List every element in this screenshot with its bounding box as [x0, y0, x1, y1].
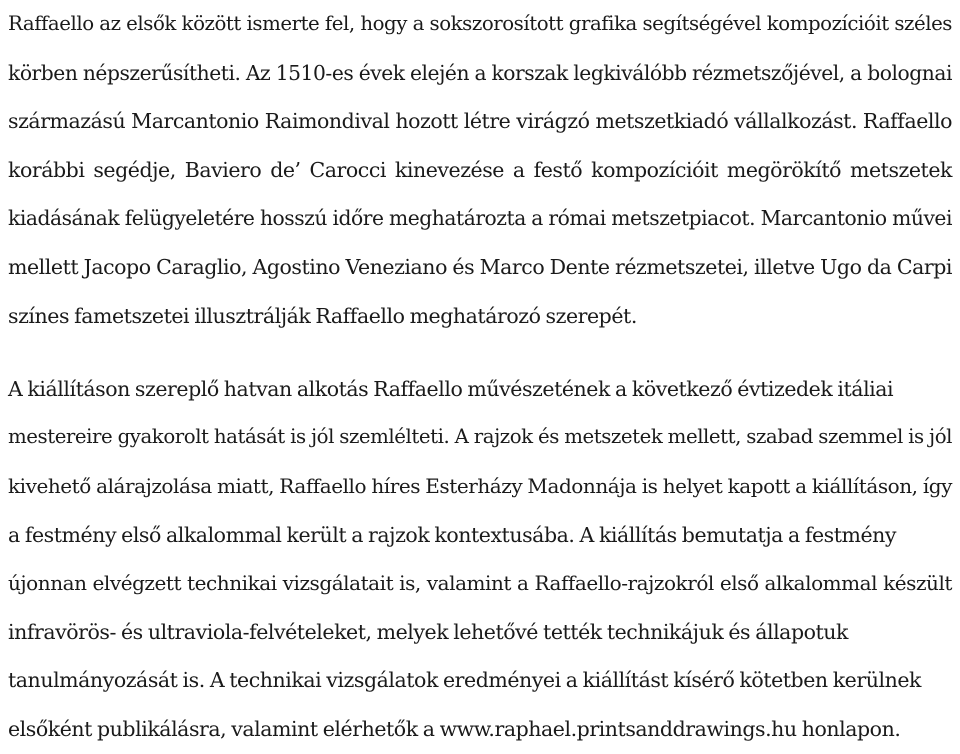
text-line: kivehető alárajzolása miatt, Raffaello híres Esterházy Madonnája is helyet kapott a kiállításon, így [8, 473, 952, 498]
paragraph-2 [8, 365, 952, 754]
text-line: a festmény első alkalommal került a rajzok kontextusába. A kiállítás bemutatja a festmény [8, 522, 897, 547]
document-body [8, 0, 952, 754]
paragraph-1 [8, 0, 952, 340]
text-line: újonnan elvégzett technikai vizsgálatait is, valamint a Raffaello-rajzokról első alkalommal készült [8, 571, 952, 596]
text-line: korábbi segédje, Baviero de’ Carocci kinevezése a festő kompozícióit megörökítő metszetek [8, 157, 952, 182]
text-line: elsőként publikálásra, valamint elérhetők a www.raphael.printsanddrawings.hu honlapon. [8, 716, 901, 741]
text-line: származású Marcantonio Raimondival hozott létre virágzó metszetkiadó vállalkozást. Raffaello [8, 109, 952, 134]
text-line: kiadásának felügyeletére hosszú időre meghatározta a római metszetpiacot. Marcantonio művei [8, 206, 952, 231]
text-line: mestereire gyakorolt hatását is jól szemlélteti. A rajzok és metszetek mellett, szabad szemmel is jól [8, 425, 952, 449]
text-line: színes fametszetei illusztrálják Raffaello meghatározó szerepét. [8, 303, 637, 328]
text-line: Raffaello az elsők között ismerte fel, hogy a sokszorosított grafika segítségével kompozícióit széles [8, 12, 952, 35]
text-line: infravörös- és ultraviola-felvételeket, melyek lehetővé tették technikájuk és állapotuk [8, 619, 849, 644]
text-line: körben népszerűsítheti. Az 1510-es évek elején a korszak legkiválóbb rézmetszőjével, a bolognai [8, 60, 952, 85]
text-line: mellett Jacopo Caraglio, Agostino Veneziano és Marco Dente rézmetszetei, illetve Ugo da Carpi [8, 254, 952, 279]
text-line: tanulmányozását is. A technikai vizsgálatok eredményei a kiállítást kísérő kötetben kerülnek [8, 668, 921, 693]
paragraph-spacing [8, 340, 952, 365]
text-line: A kiállításon szereplő hatvan alkotás Raffaello művészetének a következő évtizedek itáliai [8, 376, 894, 401]
